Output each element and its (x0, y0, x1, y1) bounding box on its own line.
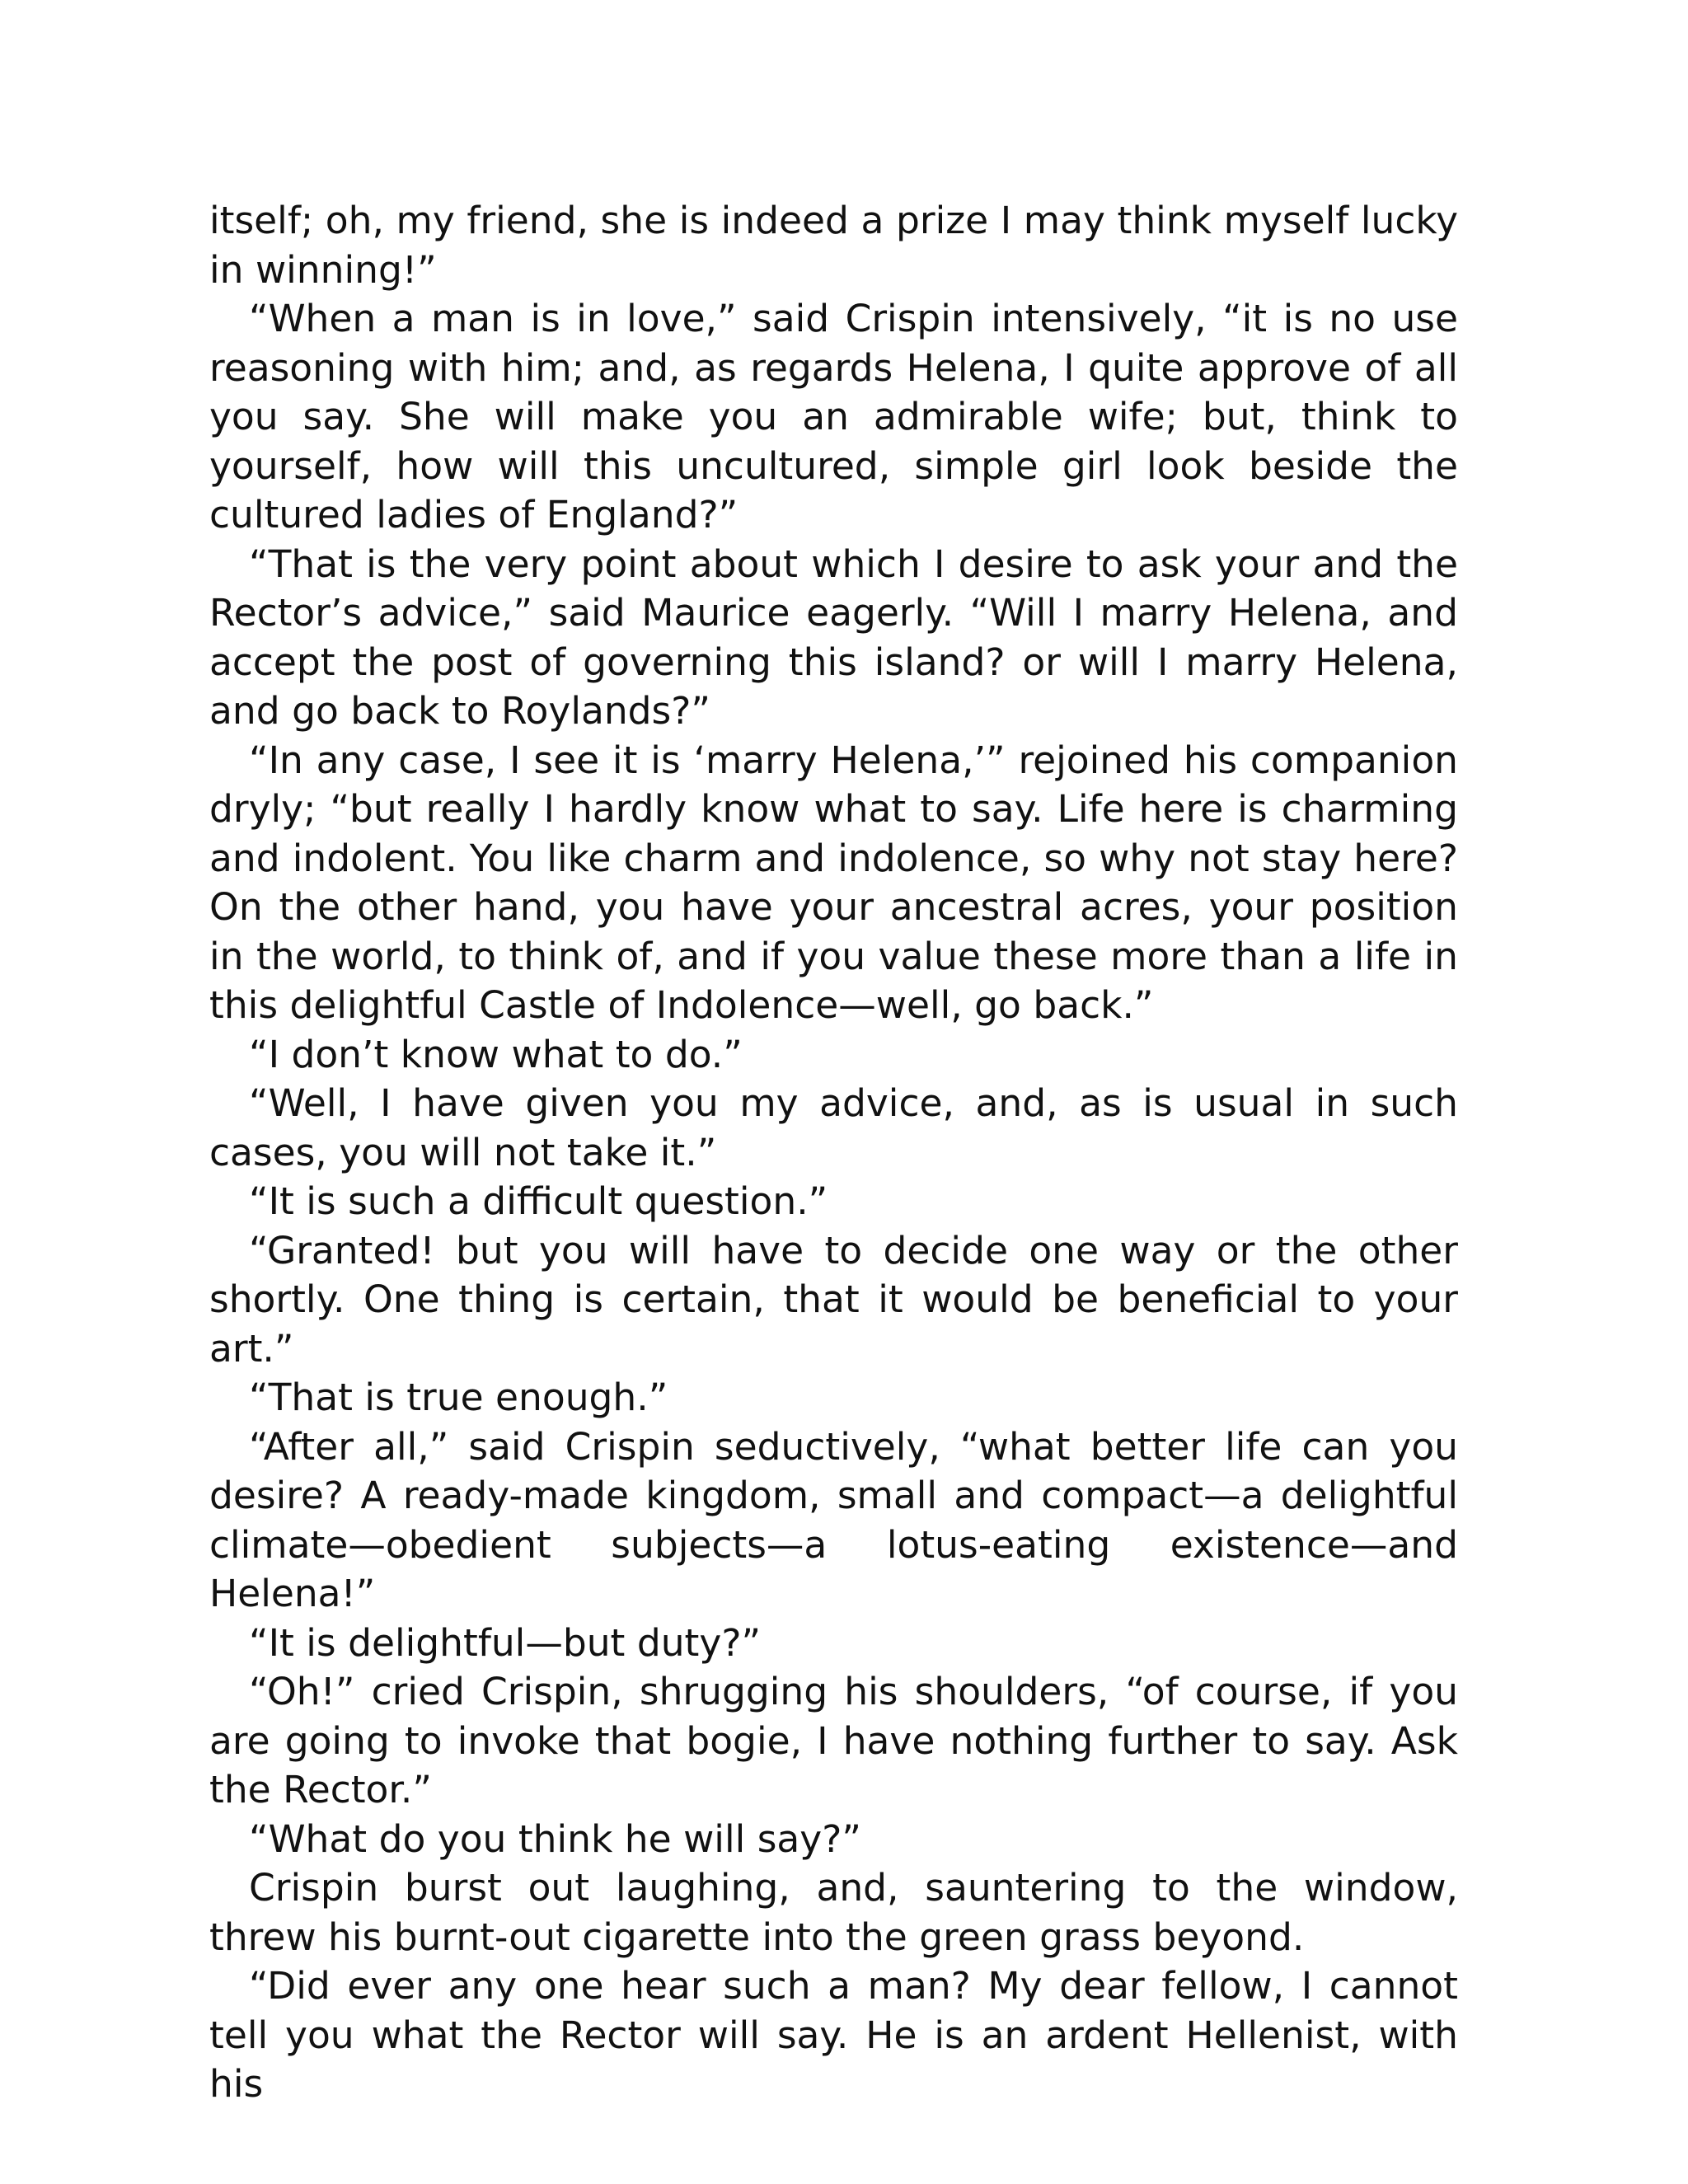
paragraph: “What do you think he will say?” (249, 1816, 861, 1861)
paragraph: “When a man is in love,” said Crispin intensively, “it is no use reasoning with him; and, as regards Helena, I quite approve of all you say. She will make you an admirable wife; but, think to yourself, how will this uncultured, simple girl look beside the cultured ladies of England?” (209, 297, 1458, 537)
paragraph-continued: itself; oh, my friend, she is indeed a prize I may think myself lucky in winning!” (209, 199, 1458, 292)
paragraph: “Granted! but you will have to decide one way or the other shortly. One thing is certain, that it would be beneficial to your art.” (209, 1228, 1458, 1371)
paragraph: “Oh!” cried Crispin, shrugging his shoulders, “of course, if you are going to invoke that bogie, I have nothing further to say. Ask the Rector.” (209, 1670, 1458, 1811)
paragraph: “That is true enough.” (249, 1376, 668, 1419)
page-body (209, 196, 1458, 2109)
paragraph: “In any case, I see it is ‘marry Helena,’” rejoined his companion dryly; “but really I hardly know what to say. Life here is charming and indolent. You like charm and indolence, so why not stay here? On the other hand, you have your ancestral acres, your position in the world, to think of, and if you value these more than a life in this delightful Castle of Indolence—well, go back.” (209, 738, 1458, 1027)
paragraph: “It is such a difficult question.” (249, 1179, 828, 1223)
paragraph: “I don’t know what to do.” (249, 1032, 743, 1076)
paragraph: “That is the very point about which I desire to ask your and the Rector’s advice,” said Maurice eagerly. “Will I marry Helena, and accept the post of governing this island? or will I marry Helena, and go back to Roylands?” (209, 541, 1458, 733)
paragraph: “It is delightful—but duty?” (249, 1620, 762, 1665)
paragraph: “After all,” said Crispin seductively, “what better life can you desire? A ready-made kingdom, small and compact—a delightful climate—obedient subjects—a lotus-eating existence—and Helena!” (209, 1424, 1458, 1615)
paragraph: “Well, I have given you my advice, and, as is usual in such cases, you will not take it.” (209, 1081, 1458, 1174)
paragraph: Crispin burst out laughing, and, sauntering to the window, threw his burnt-out cigarette into the green grass beyond. (209, 1866, 1458, 1959)
paragraph: “Did ever any one hear such a man? My dear fellow, I cannot tell you what the Rector will say. He is an ardent Hellenist, with his (209, 1964, 1458, 2106)
